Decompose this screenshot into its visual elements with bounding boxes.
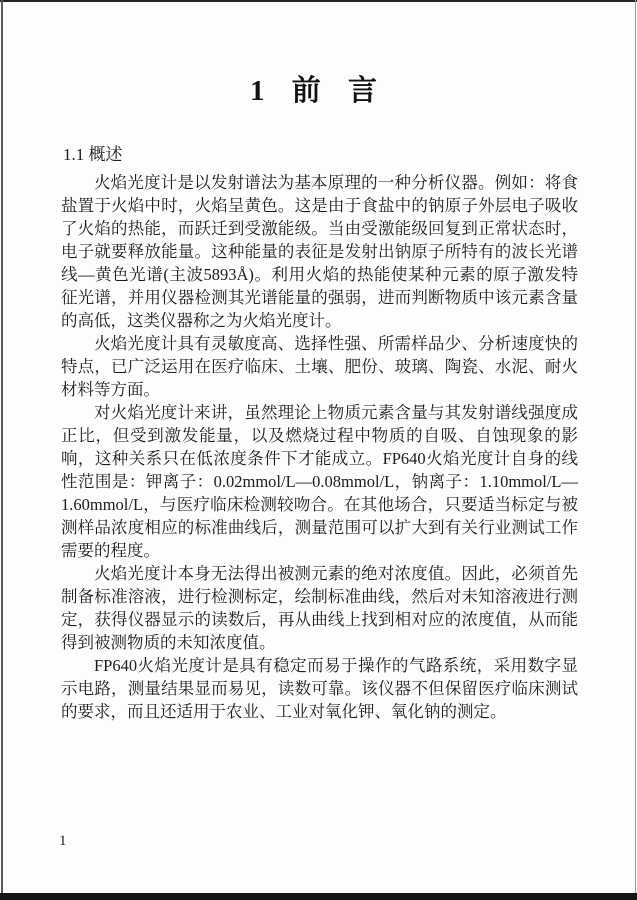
scan-edge-left bbox=[1, 0, 3, 900]
page-content bbox=[0, 140, 637, 723]
section-heading: 1.1 概述 bbox=[63, 145, 123, 164]
body-paragraph: FP640火焰光度计是具有稳定而易于操作的气路系统，采用数字显示电路，测量结果显而易见，读数可靠。该仪器不但保留医疗临床测试的要求，而且还适用于农业、工业对氧化钾、氧化钠的测定。 bbox=[61, 656, 578, 721]
page-title: 1 前 言 bbox=[249, 75, 387, 107]
scan-edge-right bbox=[635, 0, 636, 900]
body-paragraph: 火焰光度计本身无法得出被测元素的绝对浓度值。因此，必须首先制备标准溶液，进行检测标定，绘制标准曲线，然后对未知溶液进行测定，获得仪器显示的读数后，再从曲线上找到相对应的浓度值，从而能得到被测物质的未知浓度值。 bbox=[61, 564, 578, 652]
body-paragraph: 火焰光度计具有灵敏度高、选择性强、所需样品少、分析速度快的特点，已广泛运用在医疗临床、土壤、肥份、玻璃、陶瓷、水泥、耐火材料等方面。 bbox=[61, 334, 578, 399]
scan-edge-top bbox=[0, 0, 637, 2]
scan-edge-bottom bbox=[0, 893, 637, 900]
body-text bbox=[61, 171, 578, 723]
body-paragraph: 对火焰光度计来讲，虽然理论上物质元素含量与其发射谱线强度成正比，但受到激发能量，以及燃烧过程中物质的自吸、自蚀现象的影响，这种关系只在低浓度条件下才能成立。FP640火焰光度计自身的线性范围是：钾离子：0.02mmol/L—0.08mmol/L，钠离子：1.10mmol/L—1.60mmol/L，与医疗临床检测较吻合。在其他场合，只要适当标定与被测样品浓度相应的标准曲线后，测量范围可以扩大到有关行业测试工作需要的程度。 bbox=[61, 403, 578, 560]
body-paragraph: 火焰光度计是以发射谱法为基本原理的一种分析仪器。例如：将食盐置于火焰中时，火焰呈黄色。这是由于食盐中的钠原子外层电子吸收了火焰的热能，而跃迁到受激能级。当由受激能级回复到正常状态时，电子就要释放能量。这种能量的表征是发射出钠原子所特有的波长光谱线—黄色光谱(主波5893Å)。利用火焰的热能使某种元素的原子激发特征光谱，并用仪器检测其光谱能量的强弱，进而判断物质中该元素含量的高低，这类仪器称之为火焰光度计。 bbox=[61, 173, 578, 330]
page-number: 1 bbox=[59, 833, 67, 849]
